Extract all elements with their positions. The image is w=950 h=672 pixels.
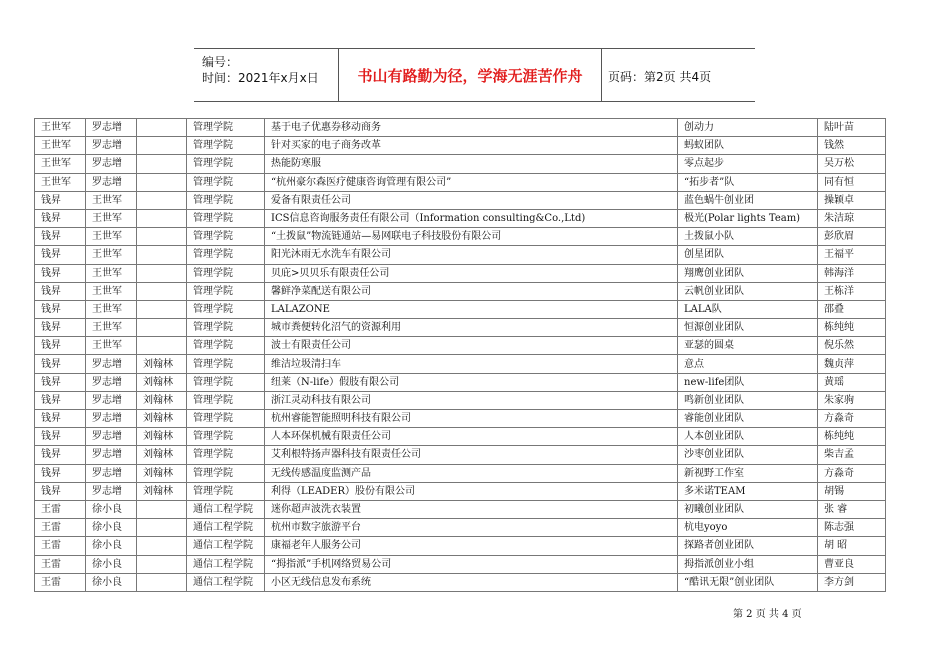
leader-cell: 彭欣眉: [818, 228, 886, 246]
project-name-cell: 迷你超声波洗衣装置: [265, 500, 678, 518]
table-row: [35, 446, 886, 464]
project-name-cell: 维洁垃圾清扫车: [265, 355, 678, 373]
team-name-cell: “拓步者”队: [678, 173, 818, 191]
college-cell: 管理学院: [187, 319, 265, 337]
project-name-cell: 杭州睿能智能照明科技有限公司: [265, 410, 678, 428]
college-cell: 管理学院: [187, 119, 265, 137]
college-cell: 管理学院: [187, 137, 265, 155]
header-motto-cell: [339, 49, 602, 101]
leader-cell: 同有恒: [818, 173, 886, 191]
project-name-cell: 无线传感温度监测产品: [265, 464, 678, 482]
advisor-cell: 王雷: [35, 519, 86, 537]
table-row: [35, 428, 886, 446]
project-name-cell: 人本环保机械有限责任公司: [265, 428, 678, 446]
co-advisor-cell: 徐小良: [86, 555, 137, 573]
advisor-cell: 王世军: [35, 119, 86, 137]
header-page-cell: [602, 49, 755, 101]
header-meta-cell: [194, 49, 339, 101]
second-advisor-cell: [137, 264, 187, 282]
team-name-cell: 蓝色蜗牛创业团: [678, 191, 818, 209]
co-advisor-cell: 徐小良: [86, 519, 137, 537]
leader-cell: 黄瑶: [818, 373, 886, 391]
leader-cell: 李方剑: [818, 573, 886, 591]
project-name-cell: “土拨鼠”物流链通站—易网联电子科技股份有限公司: [265, 228, 678, 246]
second-advisor-cell: [137, 137, 187, 155]
college-cell: 管理学院: [187, 464, 265, 482]
second-advisor-cell: [137, 519, 187, 537]
table-row: [35, 555, 886, 573]
project-name-cell: 热能防寒服: [265, 155, 678, 173]
project-name-cell: 城市粪便转化沼气的资源利用: [265, 319, 678, 337]
co-advisor-cell: 罗志增: [86, 355, 137, 373]
table-row: [35, 373, 886, 391]
college-cell: 管理学院: [187, 300, 265, 318]
team-name-cell: 沙枣创业团队: [678, 446, 818, 464]
team-name-cell: 拇指派创业小组: [678, 555, 818, 573]
leader-cell: 魏贞萍: [818, 355, 886, 373]
second-advisor-cell: 刘翰林: [137, 410, 187, 428]
advisor-cell: 钱昇: [35, 373, 86, 391]
table-row: [35, 228, 886, 246]
table-row: [35, 137, 886, 155]
table-row: [35, 319, 886, 337]
co-advisor-cell: 王世军: [86, 246, 137, 264]
second-advisor-cell: [137, 155, 187, 173]
project-table-body: [35, 119, 886, 592]
team-name-cell: 杭电yoyo: [678, 519, 818, 537]
page-footer: 第 2 页 共 4 页: [733, 609, 802, 620]
leader-cell: 吴万松: [818, 155, 886, 173]
project-name-cell: 爱备有限责任公司: [265, 191, 678, 209]
team-name-cell: 翔鹰创业团队: [678, 264, 818, 282]
second-advisor-cell: [137, 337, 187, 355]
co-advisor-cell: 罗志增: [86, 119, 137, 137]
team-name-cell: 意点: [678, 355, 818, 373]
advisor-cell: 王世军: [35, 173, 86, 191]
college-cell: 通信工程学院: [187, 573, 265, 591]
co-advisor-cell: 罗志增: [86, 428, 137, 446]
team-name-cell: 新视野工作室: [678, 464, 818, 482]
leader-cell: 王栋洋: [818, 282, 886, 300]
document-time-label: 时间：2021年x月x日: [202, 71, 319, 85]
college-cell: 管理学院: [187, 282, 265, 300]
college-cell: 通信工程学院: [187, 519, 265, 537]
leader-cell: 栋纯纯: [818, 428, 886, 446]
advisor-cell: 钱昇: [35, 264, 86, 282]
team-name-cell: 创星团队: [678, 246, 818, 264]
co-advisor-cell: 王世军: [86, 337, 137, 355]
table-row: [35, 209, 886, 227]
table-row: [35, 191, 886, 209]
college-cell: 管理学院: [187, 337, 265, 355]
co-advisor-cell: 徐小良: [86, 573, 137, 591]
second-advisor-cell: 刘翰林: [137, 391, 187, 409]
second-advisor-cell: [137, 246, 187, 264]
advisor-cell: 王雷: [35, 555, 86, 573]
team-name-cell: “酷讯无限”创业团队: [678, 573, 818, 591]
team-name-cell: 亚瑟的圆桌: [678, 337, 818, 355]
team-name-cell: 创动力: [678, 119, 818, 137]
table-row: [35, 264, 886, 282]
team-name-cell: LALA队: [678, 300, 818, 318]
leader-cell: 栋纯纯: [818, 319, 886, 337]
table-row: [35, 337, 886, 355]
leader-cell: 陆叶苗: [818, 119, 886, 137]
advisor-cell: 王雷: [35, 537, 86, 555]
college-cell: 管理学院: [187, 355, 265, 373]
college-cell: 管理学院: [187, 391, 265, 409]
document-number-label: 编号：: [202, 55, 239, 69]
leader-cell: 张 睿: [818, 500, 886, 518]
project-name-cell: “杭州豪尔森医疗健康咨询管理有限公司”: [265, 173, 678, 191]
leader-cell: 倪乐然: [818, 337, 886, 355]
team-name-cell: 探路者创业团队: [678, 537, 818, 555]
project-name-cell: LALAZONE: [265, 300, 678, 318]
co-advisor-cell: 罗志增: [86, 373, 137, 391]
college-cell: 管理学院: [187, 446, 265, 464]
leader-cell: 朱洁琼: [818, 209, 886, 227]
second-advisor-cell: 刘翰林: [137, 428, 187, 446]
co-advisor-cell: 王世军: [86, 282, 137, 300]
second-advisor-cell: 刘翰林: [137, 482, 187, 500]
advisor-cell: 钱昇: [35, 319, 86, 337]
co-advisor-cell: 王世军: [86, 319, 137, 337]
advisor-cell: 钱昇: [35, 337, 86, 355]
project-name-cell: ICS信息咨询服务责任有限公司（Information consulting&Co.,Ltd): [265, 209, 678, 227]
team-name-cell: new-life团队: [678, 373, 818, 391]
table-row: [35, 300, 886, 318]
leader-cell: 方淼奇: [818, 464, 886, 482]
college-cell: 管理学院: [187, 264, 265, 282]
leader-cell: 钱然: [818, 137, 886, 155]
table-row: [35, 119, 886, 137]
table-row: [35, 519, 886, 537]
project-name-cell: 针对买家的电子商务改革: [265, 137, 678, 155]
page-header: [194, 48, 755, 102]
team-name-cell: 多米诺TEAM: [678, 482, 818, 500]
table-row: [35, 482, 886, 500]
leader-cell: 柴吉孟: [818, 446, 886, 464]
college-cell: 管理学院: [187, 246, 265, 264]
co-advisor-cell: 王世军: [86, 209, 137, 227]
project-name-cell: 馨鲜净菜配送有限公司: [265, 282, 678, 300]
co-advisor-cell: 王世军: [86, 191, 137, 209]
team-name-cell: 恒源创业团队: [678, 319, 818, 337]
co-advisor-cell: 罗志增: [86, 155, 137, 173]
co-advisor-cell: 罗志增: [86, 446, 137, 464]
project-name-cell: 康福老年人服务公司: [265, 537, 678, 555]
leader-cell: 王福平: [818, 246, 886, 264]
second-advisor-cell: 刘翰林: [137, 464, 187, 482]
co-advisor-cell: 罗志增: [86, 137, 137, 155]
second-advisor-cell: [137, 191, 187, 209]
second-advisor-cell: [137, 228, 187, 246]
advisor-cell: 钱昇: [35, 482, 86, 500]
second-advisor-cell: 刘翰林: [137, 446, 187, 464]
team-name-cell: 云帆创业团队: [678, 282, 818, 300]
advisor-cell: 钱昇: [35, 191, 86, 209]
advisor-cell: 王雷: [35, 500, 86, 518]
co-advisor-cell: 罗志增: [86, 410, 137, 428]
table-row: [35, 282, 886, 300]
project-name-cell: 浙江灵动科技有限公司: [265, 391, 678, 409]
advisor-cell: 钱昇: [35, 446, 86, 464]
college-cell: 管理学院: [187, 428, 265, 446]
college-cell: 管理学院: [187, 373, 265, 391]
second-advisor-cell: [137, 537, 187, 555]
second-advisor-cell: [137, 500, 187, 518]
table-row: [35, 246, 886, 264]
advisor-cell: 钱昇: [35, 391, 86, 409]
leader-cell: 曹亚良: [818, 555, 886, 573]
project-name-cell: 贝庇>贝贝乐有限责任公司: [265, 264, 678, 282]
second-advisor-cell: [137, 555, 187, 573]
co-advisor-cell: 罗志增: [86, 391, 137, 409]
project-name-cell: 基于电子优惠券移动商务: [265, 119, 678, 137]
leader-cell: 韩海洋: [818, 264, 886, 282]
second-advisor-cell: [137, 119, 187, 137]
advisor-cell: 钱昇: [35, 300, 86, 318]
advisor-cell: 钱昇: [35, 464, 86, 482]
team-name-cell: 土拨鼠小队: [678, 228, 818, 246]
second-advisor-cell: [137, 300, 187, 318]
team-name-cell: 蚂蚁团队: [678, 137, 818, 155]
college-cell: 管理学院: [187, 173, 265, 191]
college-cell: 通信工程学院: [187, 555, 265, 573]
project-name-cell: “拇指派”手机网络贸易公司: [265, 555, 678, 573]
advisor-cell: 钱昇: [35, 228, 86, 246]
co-advisor-cell: 徐小良: [86, 537, 137, 555]
team-name-cell: 极光(Polar lights Team): [678, 209, 818, 227]
advisor-cell: 钱昇: [35, 428, 86, 446]
leader-cell: 邵叠: [818, 300, 886, 318]
college-cell: 管理学院: [187, 410, 265, 428]
team-name-cell: 鸣新创业团队: [678, 391, 818, 409]
leader-cell: 朱家驹: [818, 391, 886, 409]
college-cell: 通信工程学院: [187, 500, 265, 518]
advisor-cell: 王世军: [35, 155, 86, 173]
table-row: [35, 155, 886, 173]
project-table: [34, 118, 886, 592]
co-advisor-cell: 王世军: [86, 264, 137, 282]
table-row: [35, 410, 886, 428]
project-name-cell: 波士有限责任公司: [265, 337, 678, 355]
advisor-cell: 钱昇: [35, 410, 86, 428]
team-name-cell: 零点起步: [678, 155, 818, 173]
table-row: [35, 500, 886, 518]
college-cell: 管理学院: [187, 482, 265, 500]
table-row: [35, 391, 886, 409]
college-cell: 管理学院: [187, 191, 265, 209]
second-advisor-cell: 刘翰林: [137, 373, 187, 391]
second-advisor-cell: [137, 173, 187, 191]
project-name-cell: 利得（LEADER）股份有限公司: [265, 482, 678, 500]
co-advisor-cell: 徐小良: [86, 500, 137, 518]
table-row: [35, 537, 886, 555]
leader-cell: 胡 昭: [818, 537, 886, 555]
project-name-cell: 纽莱（N-life）假肢有限公司: [265, 373, 678, 391]
advisor-cell: 钱昇: [35, 209, 86, 227]
project-name-cell: 杭州市数字旅游平台: [265, 519, 678, 537]
team-name-cell: 初曦创业团队: [678, 500, 818, 518]
second-advisor-cell: [137, 319, 187, 337]
leader-cell: 陈志强: [818, 519, 886, 537]
advisor-cell: 钱昇: [35, 355, 86, 373]
table-row: [35, 173, 886, 191]
leader-cell: 胡锡: [818, 482, 886, 500]
co-advisor-cell: 罗志增: [86, 464, 137, 482]
college-cell: 管理学院: [187, 155, 265, 173]
header-page-number: 页码：第2页 共4页: [608, 70, 712, 84]
co-advisor-cell: 罗志增: [86, 482, 137, 500]
leader-cell: 方淼奇: [818, 410, 886, 428]
second-advisor-cell: [137, 573, 187, 591]
second-advisor-cell: [137, 209, 187, 227]
advisor-cell: 王雷: [35, 573, 86, 591]
project-name-cell: 艾利根特扬声器科技有限责任公司: [265, 446, 678, 464]
advisor-cell: 钱昇: [35, 246, 86, 264]
table-row: [35, 355, 886, 373]
co-advisor-cell: 王世军: [86, 300, 137, 318]
second-advisor-cell: 刘翰林: [137, 355, 187, 373]
leader-cell: 操颖卓: [818, 191, 886, 209]
college-cell: 管理学院: [187, 209, 265, 227]
second-advisor-cell: [137, 282, 187, 300]
co-advisor-cell: 罗志增: [86, 173, 137, 191]
advisor-cell: 钱昇: [35, 282, 86, 300]
team-name-cell: 睿能创业团队: [678, 410, 818, 428]
college-cell: 通信工程学院: [187, 537, 265, 555]
table-row: [35, 573, 886, 591]
project-name-cell: 小区无线信息发布系统: [265, 573, 678, 591]
project-name-cell: 阳光沐雨无水洗车有限公司: [265, 246, 678, 264]
header-motto: 书山有路勤为径，学海无涯苦作舟: [357, 67, 583, 85]
co-advisor-cell: 王世军: [86, 228, 137, 246]
table-row: [35, 464, 886, 482]
team-name-cell: 人本创业团队: [678, 428, 818, 446]
college-cell: 管理学院: [187, 228, 265, 246]
advisor-cell: 王世军: [35, 137, 86, 155]
